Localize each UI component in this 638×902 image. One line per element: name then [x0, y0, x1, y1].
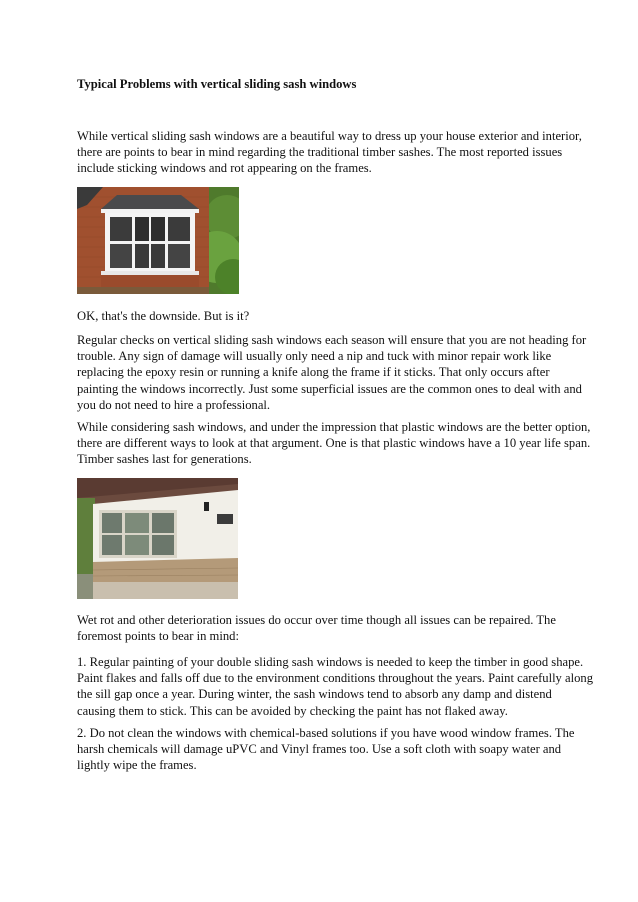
text-line: While considering sash windows, and under the impression that plastic windows are the better option, [77, 420, 591, 434]
text-line: foremost points to bear in mind: [77, 629, 239, 644]
text-line: you do not need to hire a professional. [77, 397, 271, 412]
text-line: Paint flakes and falls off due to the environment conditions throughout the years. Paint carefully along [77, 671, 593, 686]
text-line: Regular checks on vertical sliding sash windows each season will ensure that you are not heading for [77, 333, 587, 347]
bay-window-photo [77, 187, 239, 294]
text-line: harsh chemicals will damage uPVC and Vinyl frames too. Use a soft cloth with soapy water and [77, 742, 562, 757]
text-line: OK, that's the downside. But is it? [77, 309, 250, 323]
text-line: causing them to stick. This can be avoided by checking the paint has not flaked away. [77, 703, 508, 718]
text-line: there are points to bear in mind regarding the traditional timber sashes. The most reported issues [77, 145, 563, 160]
text-line: Timber sashes last for generations. [77, 452, 252, 467]
text-line: replacing the epoxy resin or running a knife along the frame if it sticks. That only occurs after [77, 365, 550, 380]
text-line: 2. Do not clean the windows with chemical-based solutions if you have wood window frames. The [77, 726, 575, 740]
document-title: Typical Problems with vertical sliding sash windows [77, 77, 357, 91]
wet-rot-paragraph [77, 612, 567, 644]
text-line: painting the windows incorrectly. Just some superficial issues are the common ones to deal with and [77, 381, 582, 396]
tip-1-paragraph [77, 654, 593, 719]
text-line: Wet rot and other deterioration issues do occur over time though all issues can be repaired. The [77, 613, 556, 627]
intro-paragraph [77, 128, 582, 177]
text-line: the sill gap once a year. During winter, the sash windows tend to absorb any damp and distend [77, 687, 552, 702]
text-line: 1. Regular painting of your double sliding sash windows is needed to keep the timber in good shape. [77, 655, 584, 669]
plastic-vs-timber-paragraph [77, 419, 591, 468]
tip-2-paragraph [77, 725, 575, 774]
text-line: there are different ways to look at that argument. One is that plastic windows have a 10 year life span. [77, 436, 591, 451]
text-line: include sticking windows and rot appearing on the frames. [77, 161, 372, 176]
text-line: trouble. Any sign of damage will usually only need a nip and tuck with minor repair work like [77, 349, 552, 364]
text-line: While vertical sliding sash windows are a beautiful way to dress up your house exterior and interior, [77, 129, 582, 143]
cottage-window-photo [77, 478, 238, 599]
regular-checks-paragraph [77, 332, 587, 413]
downside-paragraph [77, 308, 567, 324]
text-line: lightly wipe the frames. [77, 758, 197, 773]
